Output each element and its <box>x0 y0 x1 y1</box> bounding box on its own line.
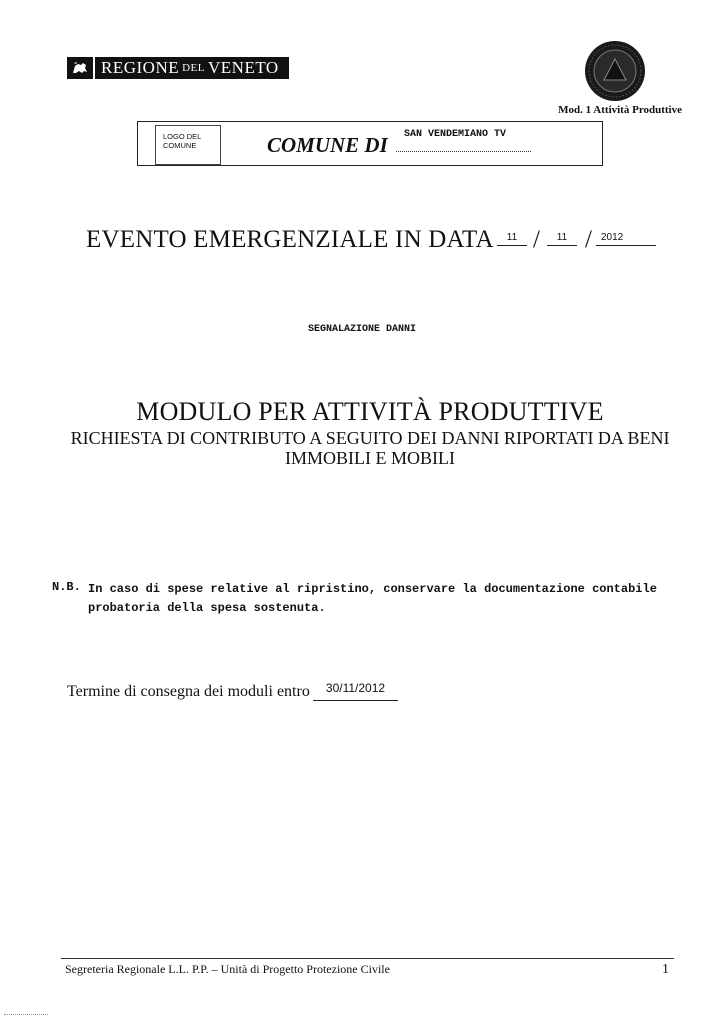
evento-year-field <box>596 223 656 246</box>
evento-month-field <box>547 223 577 246</box>
modulo-subtitle <box>60 428 680 468</box>
termine-label: Termine di consegna dei moduli entro <box>67 683 310 700</box>
modulo-subtitle-line2: IMMOBILI E MOBILI <box>285 448 455 468</box>
regione-veneto-logo <box>67 57 289 79</box>
scan-corner-mark <box>4 1014 48 1015</box>
logo-placeholder-line1: LOGO DEL <box>163 132 202 141</box>
regione-suffix: VENETO <box>208 58 279 77</box>
regione-prefix: REGIONE <box>101 58 180 77</box>
date-separator: / <box>585 226 592 253</box>
evento-month: 11 <box>556 232 568 243</box>
evento-day-field <box>497 223 527 246</box>
evento-year: 2012 <box>601 232 624 243</box>
modulo-subtitle-line1: RICHIESTA DI CONTRIBUTO A SEGUITO DEI DANNI RIPORTATI DA BENI <box>70 428 670 448</box>
regione-connector: DEL <box>182 62 205 74</box>
evento-title: EVENTO EMERGENZIALE IN DATA <box>86 226 494 253</box>
comune-box <box>137 121 603 166</box>
comune-name: SAN VENDEMIANO TV <box>404 129 507 140</box>
lion-emblem-icon <box>67 57 93 79</box>
evento-day: 11 <box>506 232 518 243</box>
comune-logo-placeholder <box>155 125 221 165</box>
footer-text: Segreteria Regionale L.L. P.P. – Unità di Progetto Protezione Civile <box>65 962 390 976</box>
module-label: Mod. 1 Attività Produttive <box>558 104 682 116</box>
segnalazione-heading: SEGNALAZIONE DANNI <box>307 324 417 335</box>
termine-value: 30/11/2012 <box>325 681 386 695</box>
note-label: N.B. <box>52 580 81 594</box>
footer-divider <box>61 958 674 959</box>
protezione-civile-seal-icon <box>584 40 646 102</box>
note-text: In caso di spese relative al ripristino, conservare la documentazione contabile probatoria della spesa sostenuta. <box>88 582 657 615</box>
modulo-title: MODULO PER ATTIVITÀ PRODUTTIVE <box>136 397 604 426</box>
logo-placeholder-line2: COMUNE <box>163 141 197 150</box>
date-separator: / <box>533 226 540 253</box>
termine-field <box>313 680 398 701</box>
comune-label: COMUNE DI <box>267 133 388 157</box>
page-number: 1 <box>662 962 669 977</box>
regione-bar <box>95 57 289 79</box>
comune-name-field <box>396 131 531 152</box>
